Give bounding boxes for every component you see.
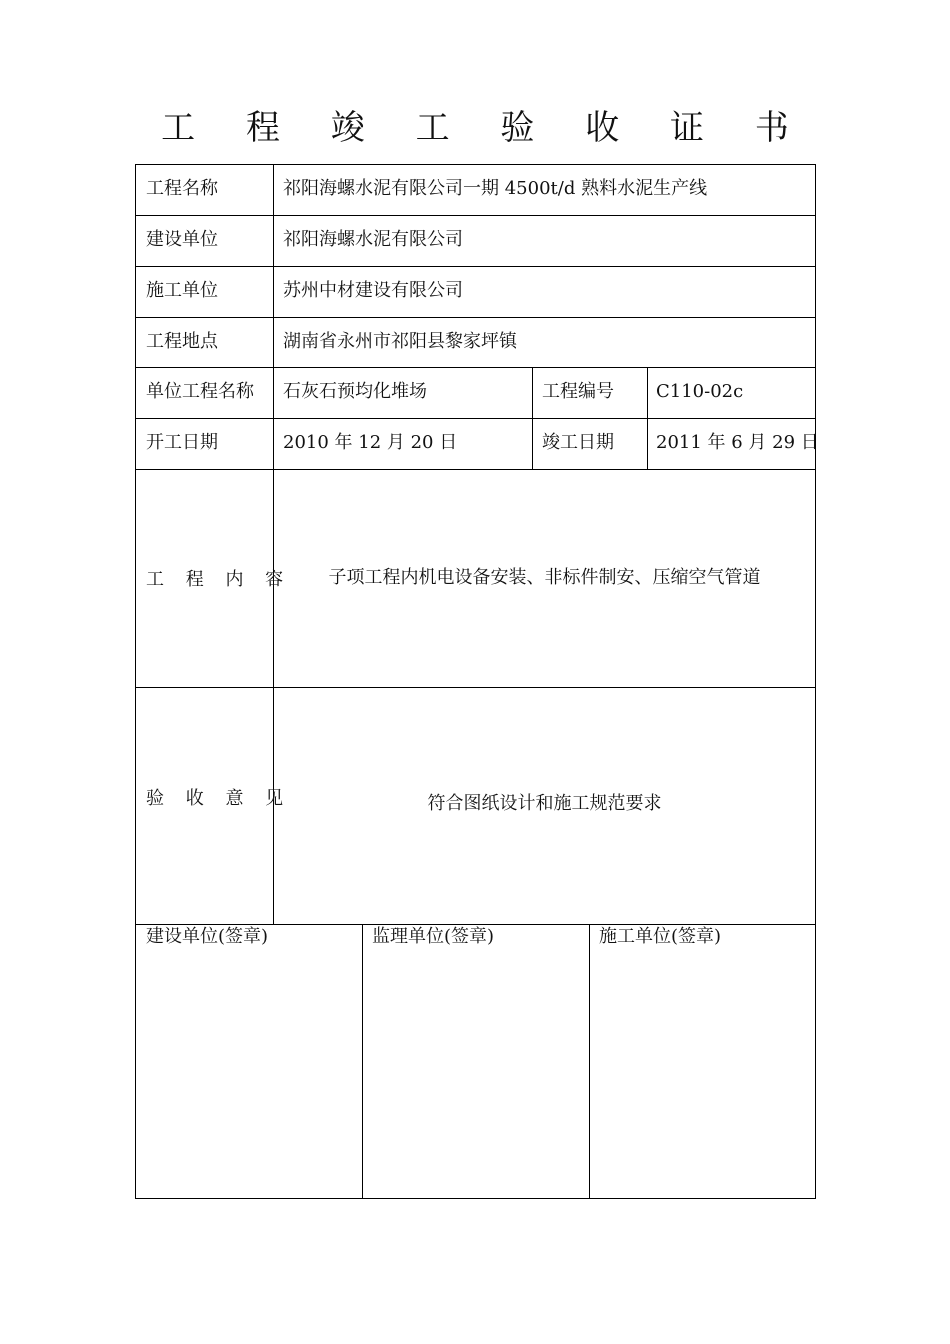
unit-project-value: 石灰石预均化堆场 — [283, 381, 427, 402]
start-date-value: 2010 年 12 月 20 日 — [283, 432, 458, 453]
project-name-value: 祁阳海螺水泥有限公司一期 4500t/d 熟料水泥生产线 — [283, 178, 708, 199]
opinion-value: 符合图纸设计和施工规范要求 — [427, 793, 662, 814]
start-date-label: 开工日期 — [146, 432, 218, 453]
contractor-signature-label: 施工单位(签章) — [599, 926, 722, 947]
opinion-label: 验 收 意 见 — [146, 788, 292, 809]
contractor-label: 施工单位 — [146, 280, 218, 301]
content-value: 子项工程内机电设备安装、非标件制安、压缩空气管道 — [328, 567, 761, 588]
project-code-label: 工程编号 — [542, 381, 614, 402]
completion-date-value: 2011 年 6 月 29 日 — [656, 432, 819, 453]
document-title: 工 程 竣 工 验 收 证 书 — [161, 108, 809, 148]
owner-signature-label: 建设单位(签章) — [146, 926, 269, 947]
location-value: 湖南省永州市祁阳县黎家坪镇 — [283, 331, 517, 352]
contractor-value: 苏州中材建设有限公司 — [283, 280, 463, 301]
unit-project-label: 单位工程名称 — [146, 381, 254, 402]
location-label: 工程地点 — [146, 331, 218, 352]
content-label: 工 程 内 容 — [146, 569, 292, 590]
project-name-label: 工程名称 — [146, 178, 218, 199]
certificate-table — [135, 164, 819, 1199]
completion-date-label: 竣工日期 — [542, 432, 614, 453]
owner-label: 建设单位 — [146, 229, 218, 250]
supervisor-signature-label: 监理单位(签章) — [372, 926, 495, 947]
project-code-value: C110-02c — [656, 381, 744, 402]
owner-value: 祁阳海螺水泥有限公司 — [283, 229, 463, 250]
